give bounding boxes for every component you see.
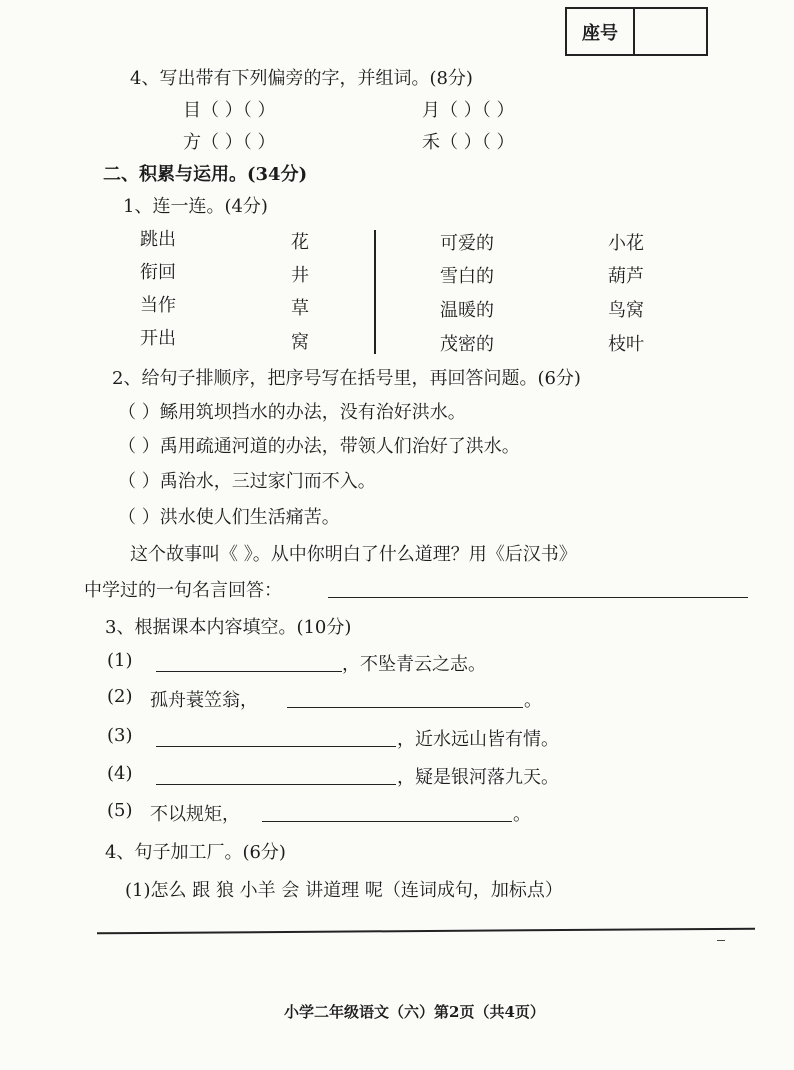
- q4-radical-fang: 方（ ）（ ）: [183, 132, 276, 153]
- stray-mark: [717, 940, 725, 941]
- match-col1-item[interactable]: 当作: [140, 295, 176, 316]
- fill-item-number: (4): [107, 763, 133, 784]
- page-footer: 小学二年级语文（六）第2页（共4页）: [284, 1003, 545, 1021]
- match-col4-item[interactable]: 枝叶: [608, 334, 644, 355]
- q2-order-title: 2、给句子排顺序，把序号写在括号里，再回答问题。(6分): [112, 368, 581, 389]
- fill-item-text: 。: [513, 804, 531, 825]
- fill-item-number: (5): [107, 800, 133, 821]
- match-col3-item[interactable]: 温暖的: [440, 300, 494, 321]
- match-col3-item[interactable]: 茂密的: [440, 334, 494, 355]
- match-divider: [374, 230, 376, 354]
- story-name-line: 这个故事叫《 》。从中你明白了什么道理？用《后汉书》: [130, 544, 577, 565]
- q4-radical-mu: 目（ ）（ ）: [183, 100, 276, 121]
- match-col2-item[interactable]: 草: [291, 298, 309, 319]
- match-col2-item[interactable]: 花: [291, 232, 309, 253]
- fill-item-text: 。: [524, 690, 542, 711]
- fill-item-number: (3): [107, 725, 133, 746]
- match-col2-item[interactable]: 窝: [291, 332, 309, 353]
- q3-fill-title: 3、根据课本内容填空。(10分): [105, 617, 352, 638]
- fill-blank[interactable]: [156, 784, 396, 785]
- match-col4-item[interactable]: 葫芦: [608, 266, 644, 287]
- fill-item-text: 不以规矩，: [150, 804, 240, 825]
- fill-blank[interactable]: [156, 746, 396, 747]
- quote-prompt: 中学过的一句名言回答：: [84, 580, 282, 601]
- q4-radical-he: 禾（ ）（ ）: [422, 132, 515, 153]
- order-item[interactable]: （ ）禹用疏通河道的办法，带领人们治好了洪水。: [118, 436, 520, 457]
- section-2-title: 二、积累与运用。(34分): [103, 164, 308, 185]
- order-item[interactable]: （ ）鲧用筑坝挡水的办法，没有治好洪水。: [118, 402, 466, 423]
- match-col3-item[interactable]: 雪白的: [440, 266, 494, 287]
- fill-item-text: ，近水远山皆有情。: [397, 729, 559, 750]
- sentence-word-list: (1)怎么 跟 狼 小羊 会 讲道理 呢（连词成句，加标点）: [125, 880, 563, 901]
- match-col3-item[interactable]: 可爱的: [440, 233, 494, 254]
- quote-answer-line[interactable]: [328, 597, 748, 598]
- match-col4-item[interactable]: 小花: [608, 233, 644, 254]
- fill-item-text: ，不坠青云之志。: [342, 654, 486, 675]
- q4-radical-yue: 月（ ）（ ）: [422, 100, 515, 121]
- q1-match-title: 1、连一连。(4分): [123, 196, 268, 217]
- order-item[interactable]: （ ）洪水使人们生活痛苦。: [118, 507, 340, 528]
- seat-number-box: [565, 7, 708, 56]
- match-col1-item[interactable]: 开出: [140, 328, 176, 349]
- fill-item-number: (1): [107, 650, 133, 671]
- sentence-answer-line[interactable]: [97, 928, 755, 935]
- order-item[interactable]: （ ）禹治水，三过家门而不入。: [118, 471, 376, 492]
- q4-sentence-title: 4、句子加工厂。(6分): [105, 842, 286, 863]
- fill-blank[interactable]: [156, 671, 342, 672]
- match-col1-item[interactable]: 跳出: [140, 229, 176, 250]
- seat-number-field[interactable]: [635, 9, 706, 54]
- match-col1-item[interactable]: 衔回: [140, 262, 176, 283]
- fill-item-text: 孤舟蓑笠翁，: [150, 690, 258, 711]
- fill-blank[interactable]: [262, 821, 512, 822]
- fill-blank[interactable]: [287, 707, 523, 708]
- fill-item-number: (2): [107, 686, 133, 707]
- seat-number-label: 座号: [567, 9, 635, 54]
- q4-radicals-title: 4、写出带有下列偏旁的字，并组词。(8分): [130, 68, 473, 89]
- fill-item-text: ，疑是银河落九天。: [397, 767, 559, 788]
- match-col4-item[interactable]: 鸟窝: [608, 300, 644, 321]
- match-col2-item[interactable]: 井: [291, 265, 309, 286]
